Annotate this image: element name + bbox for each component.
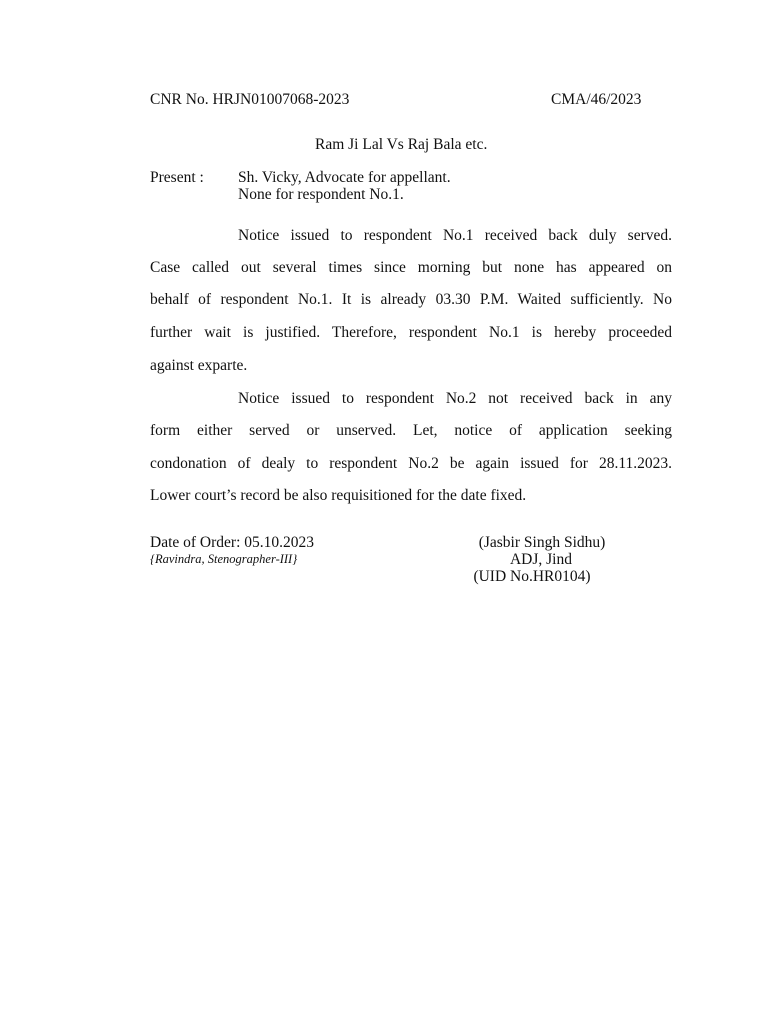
paragraph-2-line-1: Notice issued to respondent No.2 not received back in any xyxy=(238,390,672,407)
paragraph-1-line-2: Case called out several times since morning but none has appeared on xyxy=(150,259,672,276)
paragraph-2-line-2: form either served or unserved. Let, notice of application seeking xyxy=(150,422,672,439)
case-number: CMA/46/2023 xyxy=(551,91,642,108)
paragraph-2-line-3: condonation of dealy to respondent No.2 be again issued for 28.11.2023. xyxy=(150,455,672,472)
present-respondent-status: None for respondent No.1. xyxy=(238,186,404,203)
stenographer-note: {Ravindra, Stenographer-III} xyxy=(150,552,298,566)
cnr-number: CNR No. HRJN01007068-2023 xyxy=(150,91,350,108)
paragraph-2-line-4: Lower court’s record be also requisitioned for the date fixed. xyxy=(150,487,527,504)
paragraph-1-line-5: against exparte. xyxy=(150,357,248,374)
judge-uid: (UID No.HR0104) xyxy=(473,568,591,585)
paragraph-1-line-4: further wait is justified. Therefore, respondent No.1 is hereby proceeded xyxy=(150,324,672,341)
case-title: Ram Ji Lal Vs Raj Bala etc. xyxy=(315,136,488,153)
judge-name: (Jasbir Singh Sidhu) xyxy=(478,534,606,551)
paragraph-1-line-1: Notice issued to respondent No.1 received back duly served. xyxy=(238,227,672,244)
paragraph-1-line-3: behalf of respondent No.1. It is already 03.30 P.M. Waited sufficiently. No xyxy=(150,291,672,308)
date-of-order: Date of Order: 05.10.2023 xyxy=(150,534,314,551)
present-label: Present : xyxy=(150,169,204,186)
judge-designation: ADJ, Jind xyxy=(509,551,572,568)
present-appellant-counsel: Sh. Vicky, Advocate for appellant. xyxy=(238,169,451,186)
